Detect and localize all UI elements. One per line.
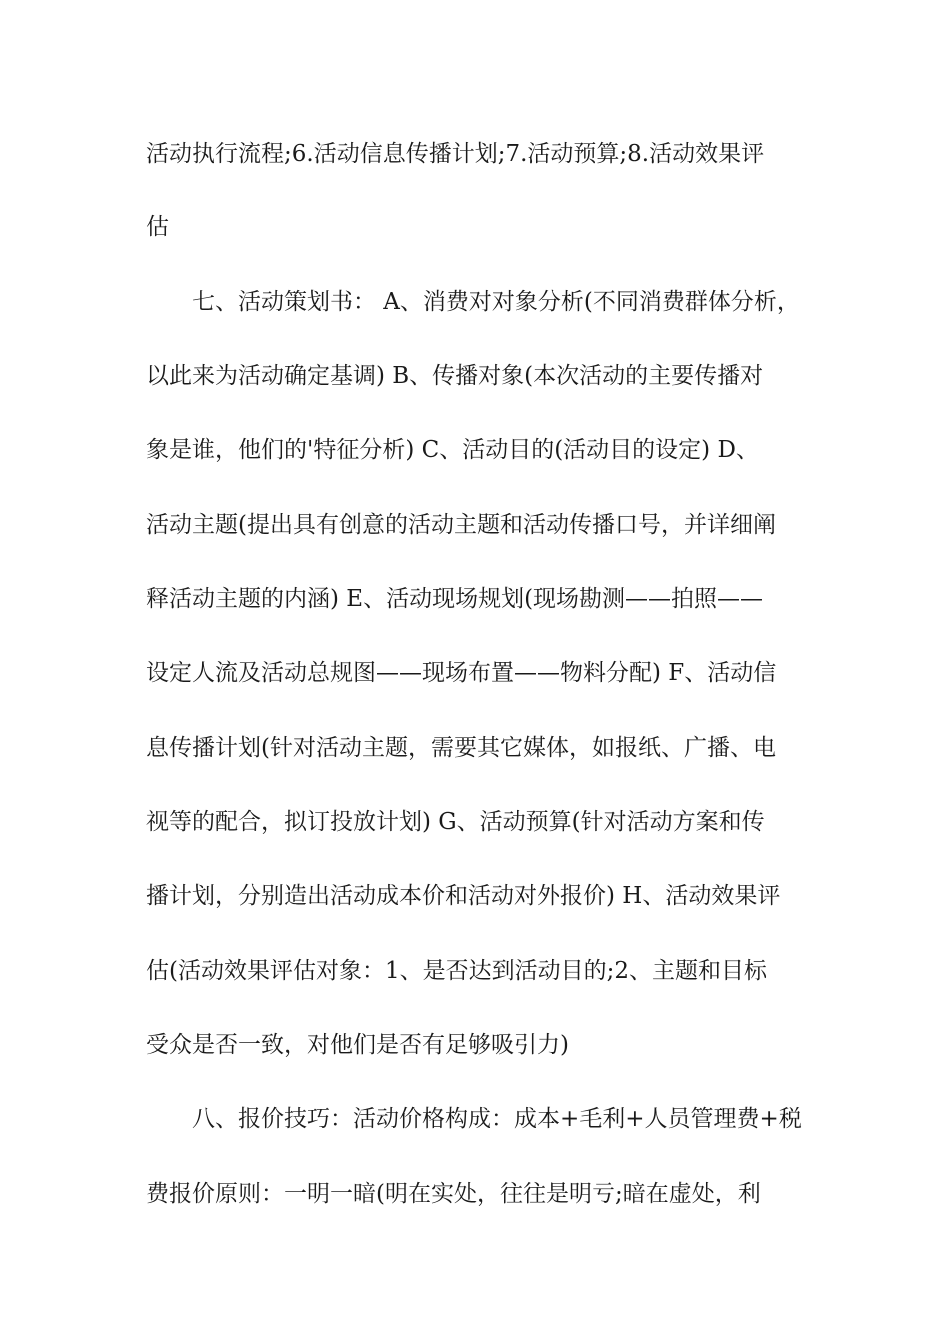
text-line: 活动主题(提出具有创意的活动主题和活动传播口号，并详细阐 bbox=[146, 512, 776, 538]
text-line: 费报价原则：一明一暗(明在实处，往往是明亏;暗在虚处，利 bbox=[146, 1181, 761, 1207]
section-eight-heading-line: 八、报价技巧：活动价格构成：成本+毛利+人员管理费+税 bbox=[192, 1106, 802, 1132]
text-line: 播计划，分别造出活动成本价和活动对外报价) H、活动效果评 bbox=[146, 883, 781, 909]
text-line: 象是谁，他们的'特征分析) C、活动目的(活动目的设定) D、 bbox=[146, 437, 759, 463]
text-line: 估 bbox=[146, 214, 169, 240]
text-line: 息传播计划(针对活动主题，需要其它媒体，如报纸、广播、电 bbox=[146, 735, 776, 761]
text-line: 设定人流及活动总规图——现场布置——物料分配) F、活动信 bbox=[146, 660, 777, 686]
text-line: 受众是否一致，对他们是否有足够吸引力) bbox=[146, 1032, 569, 1058]
text-line: 视等的配合，拟订投放计划) G、活动预算(针对活动方案和传 bbox=[146, 809, 765, 835]
text-line: 估(活动效果评估对象：1、是否达到活动目的;2、主题和目标 bbox=[146, 958, 767, 984]
text-line: 释活动主题的内涵) E、活动现场规划(现场勘测——拍照—— bbox=[146, 586, 764, 612]
section-seven-heading-line: 七、活动策划书： A、消费对对象分析(不同消费群体分析， bbox=[192, 289, 800, 315]
text-line: 活动执行流程;6.活动信息传播计划;7.活动预算;8.活动效果评 bbox=[146, 141, 765, 167]
text-line: 以此来为活动确定基调) B、传播对象(本次活动的主要传播对 bbox=[146, 363, 764, 389]
